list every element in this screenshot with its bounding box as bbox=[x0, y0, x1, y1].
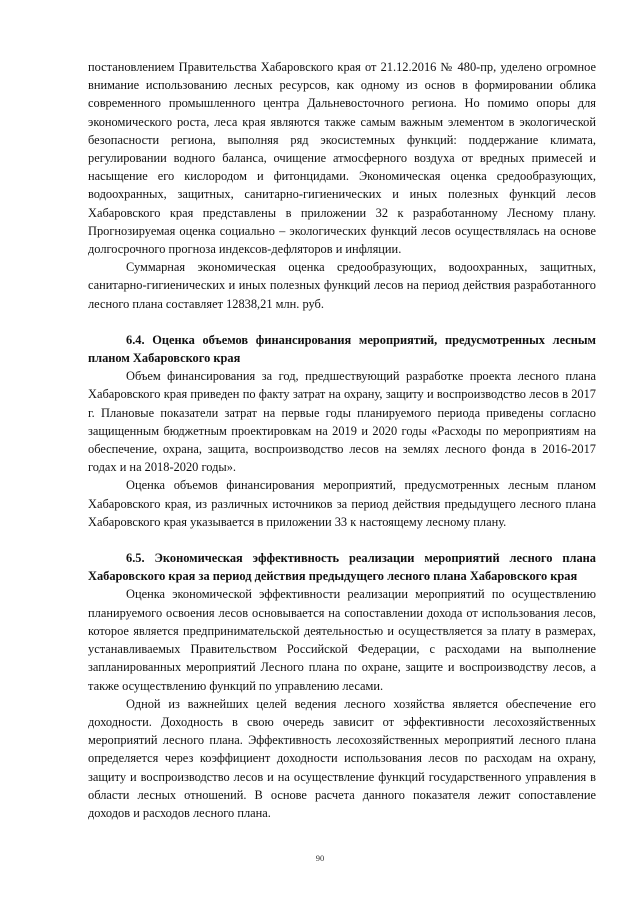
document-body bbox=[88, 58, 596, 822]
paragraph-funding-volume: Объем финансирования за год, предшествующий разработке проекта лесного плана Хабаровского края приведен по факту затрат на охрану, защиту и воспроизводство лесов в 2017 г. Плановые показатели затрат на первые годы планируемого периода приведены согласно защищенным бюджетным проектировкам на 2019 и 2020 годы «Расходы по мероприятиям на обеспечение, охрана, защита, воспроизводство лесов на землях лесного фонда в 2016-2017 годах и на 2018-2020 годы». bbox=[88, 369, 596, 475]
section-spacer bbox=[88, 531, 596, 549]
section-heading-6-5: 6.5. Экономическая эффективность реализации мероприятий лесного плана Хабаровского края за период действия предыдущего лесного плана Хабаровского края bbox=[88, 551, 596, 584]
paragraph-profitability: Одной из важнейших целей ведения лесного хозяйства является обеспечение его доходности. Доходность в свою очередь зависит от эффективности лесохозяйственных мероприятий лесного плана. Эффективность лесохозяйственных мероприятий лесного плана определяется через коэффициент доходности использования лесов по расходам на охрану, защиту и воспроизводство лесов и на осуществление функций государственного управления в области лесных отношений. В основе расчета данного показателя лежит сопоставление доходов и расходов лесного плана. bbox=[88, 696, 596, 820]
page-number: 90 bbox=[315, 853, 325, 863]
paragraph-total-assessment: Суммарная экономическая оценка средообразующих, водоохранных, защитных, санитарно-гигиенических и иных полезных функций лесов на период действия разработанного лесного плана составляет 12838,21 млн. руб. bbox=[88, 260, 596, 311]
paragraph-funding-sources: Оценка объемов финансирования мероприятий, предусмотренных лесным планом Хабаровского края, из различных источников за период действия предыдущего лесного плана Хабаровского края указывается в приложении 33 к настоящему лесному плану. bbox=[88, 478, 596, 529]
section-heading-6-4: 6.4. Оценка объемов финансирования мероприятий, предусмотренных лесным планом Хабаровского края bbox=[88, 332, 596, 366]
paragraph-efficiency-assessment: Оценка экономической эффективности реализации мероприятий по осуществлению планируемого освоения лесов основывается на сопоставлении дохода от использования лесов, которое является предпринимательской деятельностью и осуществляется за плату в размерах, устанавливаемых Правительством Российской Федерации, с расходами на выполнение запланированных мероприятий Лесного плана по охране, защите и воспроизводству лесов, а также осуществлению функций по управлению лесами. bbox=[88, 587, 596, 693]
section-spacer bbox=[88, 313, 596, 331]
paragraph-intro-continuation: постановлением Правительства Хабаровского края от 21.12.2016 № 480-пр, уделено огромное внимание использованию лесных ресурсов, как одному из основ в формировании облика современного промышленного центра Дальневосточного региона. Но помимо опоры для экономического роста, леса края являются также самым важным элементом в экологической безопасности региона, выполняя ряд экосистемных функций: поддержание климата, регулировании водного баланса, очищение атмосферного воздуха от вредных примесей и насыщение его кислородом и фитонцидами. Экономическая оценка средообразующих, водоохранных, защитных, санитарно-гигиенических и иных полезных функций лесов Хабаровского края представлены в приложении 32 к разработанному Лесному плану. Прогнозируемая оценка социально – экологических функций лесов осуществлялась на основе долгосрочного прогноза индексов-дефляторов и инфляции. bbox=[88, 60, 596, 257]
